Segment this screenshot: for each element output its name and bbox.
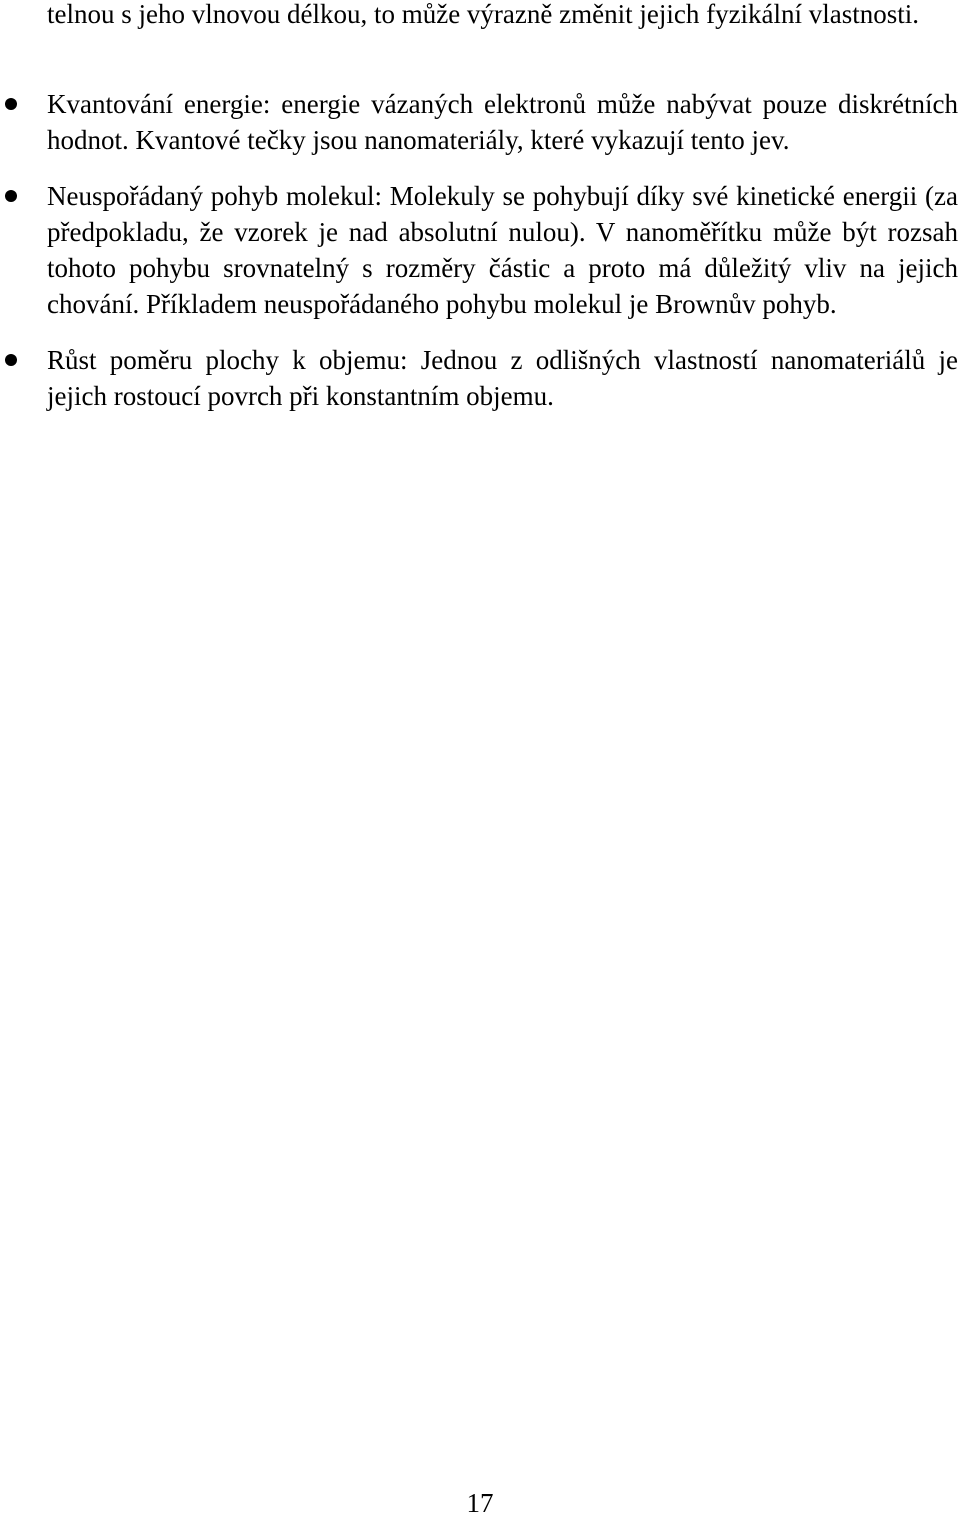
- bullet-text: Růst poměru plochy k objemu: Jednou z odlišných vlastností nanomateriálů je jejich rostoucí povrch při konstantním objemu.: [47, 345, 958, 411]
- bullet-text: Kvantování energie: energie vázaných elektronů může nabývat pouze diskrétních hodnot. Kvantové tečky jsou nanomateriály, které vykazují tento jev.: [47, 89, 958, 155]
- bullet-item-surface-ratio: [0, 342, 958, 414]
- bullet-text: Neuspořádaný pohyb molekul: Molekuly se pohybují díky své kinetické energii (za předpokladu, že vzorek je nad absolutní nulou). V nanoměřítku může být rozsah tohoto pohybu srovnatelný s rozměry částic a proto má důležitý vliv na jejich chování. Příkladem neuspořádaného pohybu molekul je Brownův pohyb.: [47, 181, 958, 319]
- bullet-item-molecular-motion: [0, 178, 958, 322]
- intro-paragraph: telnou s jeho vlnovou délkou, to může výrazně změnit jejich fyzikální vlastnosti.: [47, 0, 920, 29]
- bullet-icon: [5, 98, 17, 110]
- page-number: 17: [466, 1488, 494, 1518]
- bullet-item-quantization: [0, 86, 958, 158]
- bullet-icon: [5, 190, 17, 202]
- bullet-icon: [5, 354, 17, 366]
- bullet-list: [0, 86, 960, 434]
